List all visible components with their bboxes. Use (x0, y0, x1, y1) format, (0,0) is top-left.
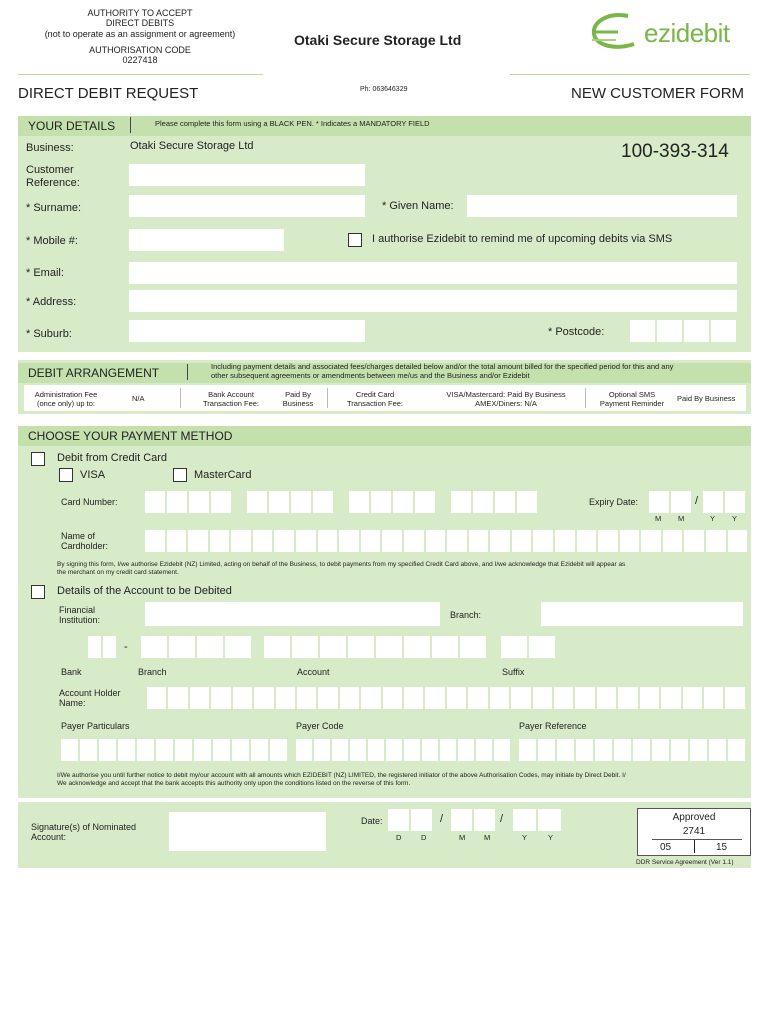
account-debit-terms: I/We authorise you until further notice to debit my/our account with all amounts which EZIDEBIT (NZ) LIMITED, the registered initiator of the above Authorisation Codes, may initiate by Direct Debit. I/ We acknowledge and accept that the bank accepts this authority only upon the conditions listed on the reverse of this form. (57, 772, 626, 788)
account-holder-input[interactable] (147, 687, 745, 709)
payer-code-label: Payer Code (296, 721, 344, 731)
auth-code: 0227418 (122, 55, 158, 66)
date-day-input[interactable] (388, 809, 432, 831)
expiry-year-input[interactable] (703, 491, 747, 513)
payer-particulars-label: Payer Particulars (61, 721, 130, 731)
sms-consent-checkbox[interactable] (348, 233, 362, 247)
company-name: Otaki Secure Storage Ltd (294, 32, 462, 48)
visa-checkbox[interactable] (59, 468, 73, 482)
credit-card-option-checkbox[interactable] (31, 452, 45, 466)
business-label: Business: (26, 142, 74, 154)
card-number-input[interactable] (145, 491, 605, 513)
your-details-heading: YOUR DETAILS (18, 116, 751, 136)
cardholder-label: Name of Cardholder: (61, 531, 109, 552)
payer-reference-input[interactable] (519, 739, 745, 761)
surname-label: * Surname: (26, 202, 82, 214)
form-subtitle: NEW CUSTOMER FORM (571, 85, 745, 102)
account-number: 100-393-314 (621, 141, 729, 162)
given-name-label: * Given Name: (382, 200, 454, 212)
financial-institution-label: Financial Institution: (59, 605, 101, 626)
account-holder-label: Account Holder Name: (59, 688, 121, 709)
payer-reference-label: Payer Reference (519, 721, 587, 731)
branch-label: Branch: (450, 610, 482, 620)
cc-fee-label: Credit Card Transaction Fee: (347, 390, 403, 408)
bank-account-option-label: Details of the Account to be Debited (57, 585, 232, 597)
phone-number: Ph: 063646329 (360, 86, 408, 93)
branch-code-input[interactable] (141, 636, 254, 658)
bank-fee-value: Paid By Business (282, 390, 314, 408)
visa-label: VISA (80, 469, 106, 481)
mandatory-note: Please complete this form using a BLACK PEN. * Indicates a MANDATORY FIELD (155, 119, 430, 128)
suffix-input[interactable] (501, 636, 557, 658)
sms-fee-value: Paid By Business (677, 394, 736, 403)
address-label: * Address: (26, 296, 77, 308)
signature-label: Signature(s) of Nominated Account: (31, 822, 137, 843)
suburb-input[interactable] (129, 320, 365, 342)
signature-input[interactable] (169, 812, 326, 851)
debit-arrangement-heading: DEBIT ARRANGEMENT (18, 363, 751, 383)
credit-card-option-label: Debit from Credit Card (57, 452, 168, 464)
cardholder-input[interactable] (145, 530, 747, 552)
financial-institution-input[interactable] (145, 602, 440, 626)
admin-fee-value: N/A (132, 394, 145, 403)
cc-fee-value: VISA/Mastercard: Paid By Business AMEX/Diners: N/A (446, 390, 566, 408)
date-year-input[interactable] (513, 809, 561, 831)
suffix-col-label: Suffix (502, 667, 525, 677)
expiry-month-input[interactable] (649, 491, 693, 513)
mastercard-label: MasterCard (194, 469, 252, 481)
date-month-input[interactable] (451, 809, 495, 831)
credit-card-terms: By signing this form, I/we authorise Ezidebit (NZ) Limited, acting on behalf of the Business, to debit payments from my specified Credit Card above, and I/we acknowledge that Ezidebit will appear as the merchant on my credit card statement. (57, 561, 626, 577)
admin-fee-label: Administration Fee (once only) up to: (34, 390, 98, 408)
customer-ref-input[interactable] (129, 164, 365, 186)
approved-stamp: Approved 2741 05 15 (637, 808, 751, 856)
mobile-input[interactable] (129, 229, 284, 251)
bank-col-label: Bank (61, 667, 82, 677)
bank-fee-label: Bank Account Transaction Fee: (203, 390, 259, 408)
email-label: * Email: (26, 267, 64, 279)
email-input[interactable] (129, 262, 737, 284)
debit-arrangement-note: Including payment details and associated fees/charges detailed below and/or the total amount billed for the specified period for this and any other subsequent agreements or amendments between me/us and the Business and/or Ezidebit (211, 362, 674, 380)
suburb-label: * Suburb: (26, 328, 72, 340)
mastercard-checkbox[interactable] (173, 468, 187, 482)
surname-input[interactable] (129, 195, 365, 217)
address-input[interactable] (129, 290, 737, 312)
branch-col-label: Branch (138, 667, 167, 677)
bank-account-option-checkbox[interactable] (31, 585, 45, 599)
branch-name-input[interactable] (541, 602, 743, 626)
expiry-label: Expiry Date: (589, 497, 639, 507)
payment-heading: CHOOSE YOUR PAYMENT METHOD (18, 426, 751, 446)
business-value: Otaki Secure Storage Ltd (130, 140, 254, 152)
authority-heading: AUTHORITY TO ACCEPT DIRECT DEBITS (not to operate as an assignment or agreement) AUTHORISATION CODE 0227418 (40, 8, 240, 66)
version-label: DDR Service Agreement (Ver 1.1) (636, 859, 734, 866)
sms-consent-label: I authorise Ezidebit to remind me of upcoming debits via SMS (372, 233, 673, 245)
card-number-label: Card Number: (61, 497, 118, 507)
payer-particulars-input[interactable] (61, 739, 287, 761)
form-title: DIRECT DEBIT REQUEST (18, 85, 199, 102)
mobile-label: * Mobile #: (26, 235, 78, 247)
postcode-label: * Postcode: (548, 326, 605, 338)
auth-code-label: AUTHORISATION CODE (89, 45, 191, 56)
account-number-input[interactable] (264, 636, 490, 658)
ezidebit-swirl-icon (588, 10, 648, 54)
date-label: Date: (361, 816, 383, 826)
payer-code-input[interactable] (296, 739, 510, 761)
postcode-input[interactable] (630, 320, 738, 342)
sms-fee-label: Optional SMS Payment Reminder (599, 390, 665, 408)
given-name-input[interactable] (467, 195, 737, 217)
account-col-label: Account (297, 667, 330, 677)
customer-ref-label: Customer Reference: (26, 164, 80, 190)
bank-code-input[interactable] (88, 636, 116, 658)
ezidebit-logo: ezidebit (588, 10, 753, 54)
